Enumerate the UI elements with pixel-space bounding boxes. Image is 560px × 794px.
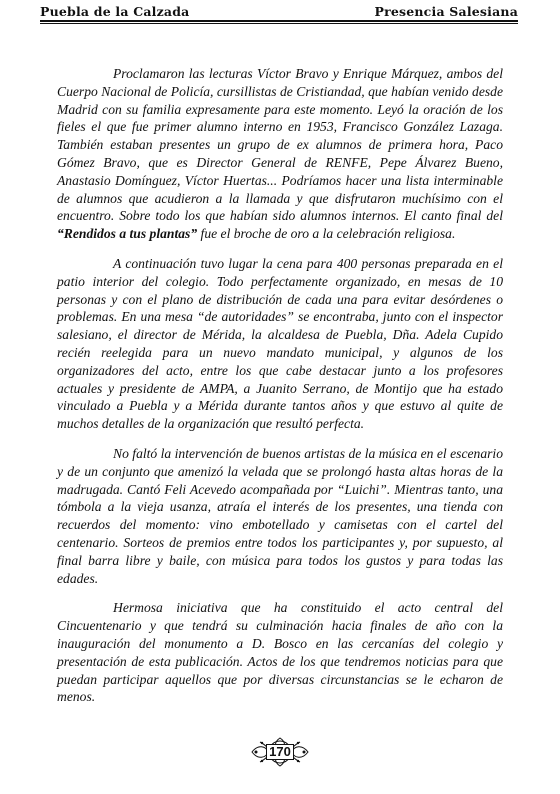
- paragraph-1: [57, 65, 503, 243]
- paragraph-3-text: No faltó la intervención de buenos artistas de la música en el escenario y de un conjunto que amenizó la velada que se prolongó hasta altas horas de la madrugada. Cantó Feli Acevedo acompañada por “Luichi”. Mientras tanto, una tómbola a la vieja usanza, atraía el interés de los presentes, una tienda con recuerdos del momento: vino embotellado y camisetas con el cartel del centenario. Sorteos de premios entre todos los participantes y, por supuesto, al final barra libre y baile, con música para todos los gustos y para todas las edades.: [57, 445, 503, 586]
- floral-ornament-icon: [248, 736, 312, 768]
- running-header: [40, 4, 518, 19]
- page-number: 170: [266, 744, 294, 760]
- song-title: “Rendidos a tus plantas”: [57, 226, 198, 242]
- header-rule: [40, 20, 518, 22]
- header-left-title: Puebla de la Calzada: [40, 4, 190, 19]
- paragraph-1-text: Proclamaron las lecturas Víctor Bravo y Enrique Márquez, ambos del Cuerpo Nacional de Policía, cursillistas de Cristiandad, que habían venido desde Madrid con su familia expresamente para este momento. Leyó la oración de los fieles el que fue primer alumno interno en 1953, Francisco González Lazaga. También estaban presentes un grupo de ex alumnos de primera hora, Paco Gómez Bravo, que es Director General de RENFE, Pepe Álvarez Bueno, Anastasio Domínguez, Víctor Huertas... Podríamos hacer una lista interminable de alumnos que acudieron a la llamada y que disfrutaron muchísimo con el encuentro. Sobre todo los que habían sido alumnos internos. El canto final del: [57, 66, 503, 224]
- page-footer: [0, 736, 560, 768]
- header-right-title: Presencia Salesiana: [374, 4, 518, 19]
- header-rule-thin: [40, 23, 518, 24]
- paragraph-2: [57, 255, 503, 433]
- paragraph-4: [57, 599, 503, 706]
- body-text: [57, 65, 503, 718]
- paragraph-3: [57, 445, 503, 587]
- paragraph-2-text: A continuación tuvo lugar la cena para 400 personas preparada en el patio interior del colegio. Todo perfectamente organizado, en mesas de 10 personas y con el plano de distribución de cada una para evitar desórdenes o problemas. En una mesa “de autoridades” se encontraba, junto con el inspector salesiano, el director de Mérida, la alcaldesa de Puebla, Dña. Adela Cupido recién reelegida para un nuevo mandato municipal, y algunos de los organizadores del acto, entre los que cabe destacar junto a los profesores actuales y presidente de AMPA, a Juanito Serrano, de Montijo que ha estado vinculado a Puebla y a Mérida durante tantos años y que estuvo al quite de muchos detalles de la organización que resultó perfecta.: [57, 255, 503, 432]
- paragraph-1-text-end: fue el broche de oro a la celebración religiosa.: [197, 226, 456, 242]
- paragraph-4-text: Hermosa iniciativa que ha constituido el acto central del Cincuentenario y que tendrá su culminación hacia finales de año con la inauguración del monumento a D. Bosco en las cercanías del colegio y presentación de esta publicación. Actos de los que tendremos noticias para que puedan participar aquellos que por diversas circunstancias se le echaron de menos.: [57, 600, 503, 705]
